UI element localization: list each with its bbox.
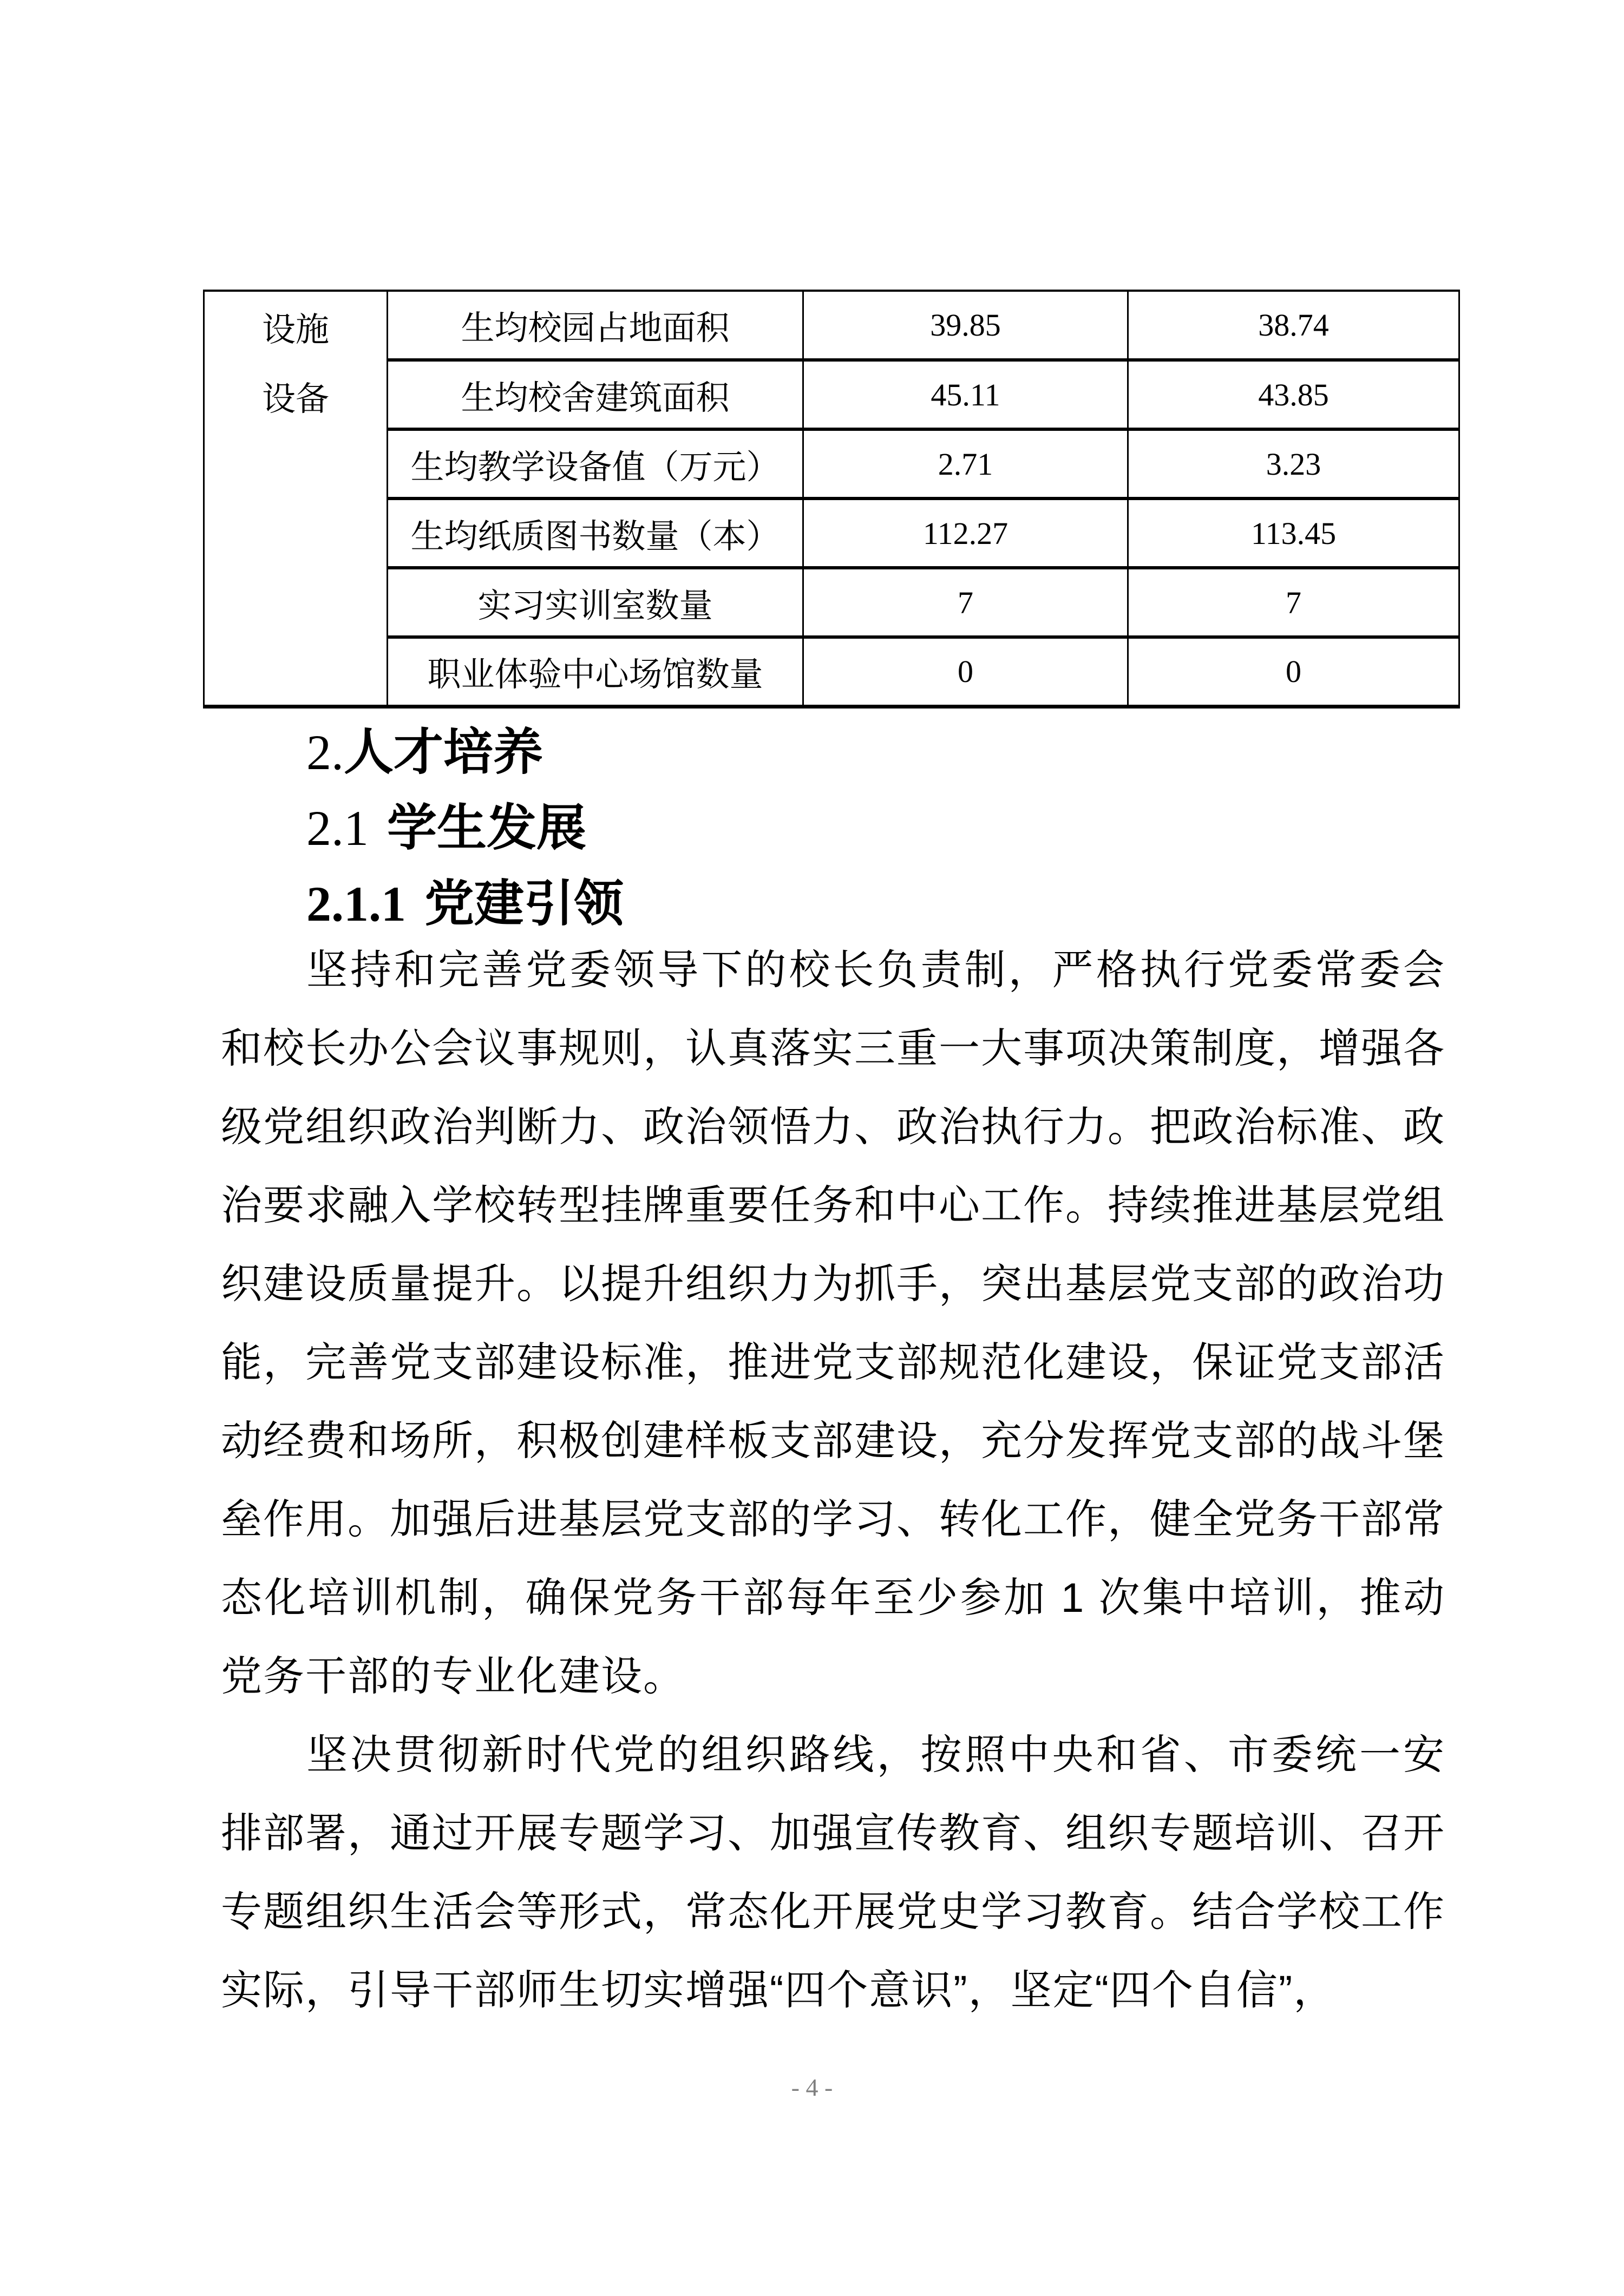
- heading-number: 2.1.1: [306, 876, 406, 931]
- row-group-header-facilities-equipment: [204, 291, 388, 706]
- metric-value-col2: 3.23: [1128, 429, 1459, 498]
- table-row: [204, 429, 1459, 498]
- heading-title: 党建引领: [424, 876, 624, 931]
- heading-title: 人才培养: [344, 725, 543, 780]
- row-group-header-line2: 设备: [261, 380, 329, 418]
- table-row: [204, 291, 1459, 360]
- metric-label: 生均纸质图书数量（本）: [388, 498, 803, 568]
- metric-value-col1: 39.85: [803, 291, 1128, 360]
- section-heading-student-development: [221, 790, 1445, 866]
- body-paragraph: 坚决贯彻新时代党的组织路线，按照中央和省、市委统一安排部署，通过开展专题学习、加强宣传教育、组织专题培训、召开专题组织生活会等形式，常态化开展党史学习教育。结合学校工作实际，引导干部师生切实增强“四个意识”，坚定“四个自信”，: [221, 1732, 1445, 2013]
- metric-value-col2: 38.74: [1128, 291, 1459, 360]
- metric-value-col2: 7: [1128, 568, 1459, 637]
- facilities-stats-table: [203, 290, 1460, 709]
- table-row: [204, 637, 1459, 706]
- table-row: [204, 360, 1459, 429]
- metric-label: 实习实训室数量: [388, 568, 803, 637]
- table-row: [204, 568, 1459, 637]
- page-number: - 4 -: [791, 2074, 833, 2101]
- metric-value-col1: 2.71: [803, 429, 1128, 498]
- metric-value-col2: 113.45: [1128, 498, 1459, 568]
- heading-number: 2.1: [306, 801, 369, 856]
- metric-value-col1: 0: [803, 637, 1128, 706]
- table-row: [204, 498, 1459, 568]
- section-heading-talent-cultivation: [221, 714, 1445, 790]
- metric-value-col2: 0: [1128, 637, 1459, 706]
- metric-label: 生均校园占地面积: [388, 291, 803, 360]
- metric-value-col2: 43.85: [1128, 360, 1459, 429]
- heading-number: 2.: [306, 725, 344, 780]
- metric-value-col1: 45.11: [803, 360, 1128, 429]
- metric-label: 生均教学设备值（万元）: [388, 429, 803, 498]
- body-paragraph: 坚持和完善党委领导下的校长负责制，严格执行党委常委会和校长办公会议事规则，认真落实三重一大事项决策制度，增强各级党组织政治判断力、政治领悟力、政治执行力。把政治标准、政治要求融入学校转型挂牌重要任务和中心工作。持续推进基层党组织建设质量提升。以提升组织力为抓手，突出基层党支部的政治功能，完善党支部建设标准，推进党支部规范化建设，保证党支部活动经费和场所，积极创建样板支部建设，充分发挥党支部的战斗堡垒作用。加强后进基层党支部的学习、转化工作，健全党务干部常态化培训机制，确保党务干部每年至少参加 1 次集中培训，推动党务干部的专业化建设。: [221, 947, 1445, 1700]
- row-group-header-line1: 设施: [261, 311, 329, 349]
- metric-value-col1: 7: [803, 568, 1128, 637]
- section-heading-party-building: [221, 866, 1445, 942]
- heading-title: 学生发展: [387, 801, 587, 856]
- metric-label: 生均校舍建筑面积: [388, 360, 803, 429]
- metric-label: 职业体验中心场馆数量: [388, 637, 803, 706]
- metric-value-col1: 112.27: [803, 498, 1128, 568]
